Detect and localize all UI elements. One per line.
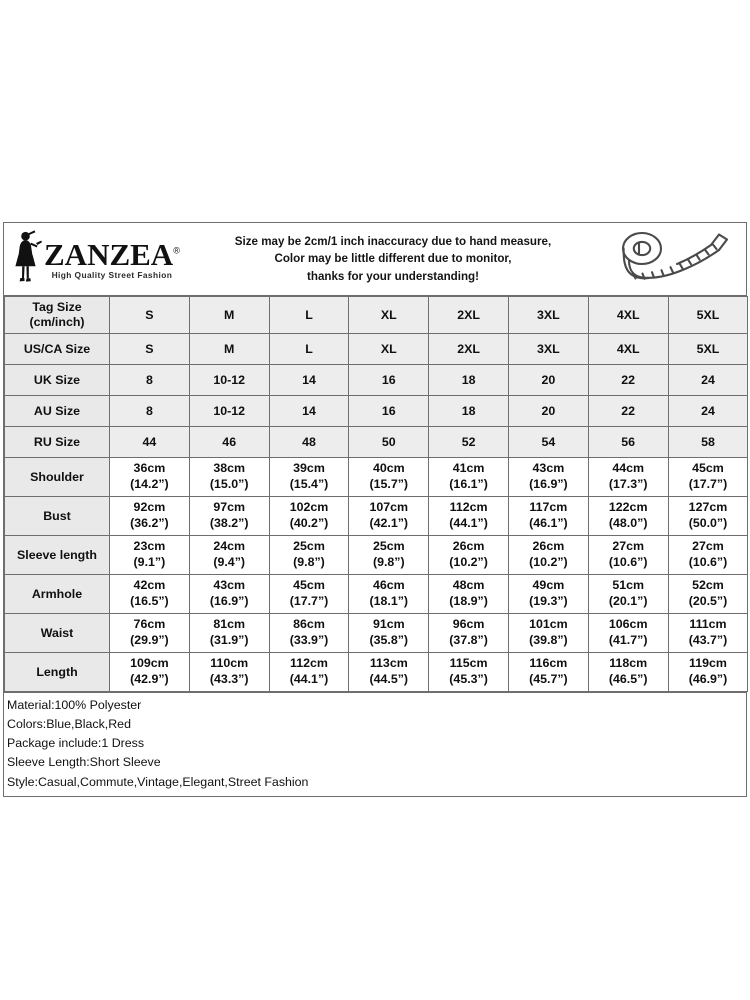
cell-sleeve-length-l xyxy=(269,536,349,575)
value-cm: 43cm xyxy=(213,578,246,593)
value-inch: (16.9”) xyxy=(529,477,568,491)
cell-tag-size-m: M xyxy=(189,297,269,334)
value-inch: (35.8”) xyxy=(369,633,409,647)
cell-uk-size-5xl: 24 xyxy=(668,365,748,396)
value-cm: 101cm xyxy=(529,617,568,632)
cell-sleeve-length-s xyxy=(110,536,190,575)
size-table xyxy=(4,296,748,692)
value-inch: (43.3”) xyxy=(209,672,249,686)
cell-length-s xyxy=(110,653,190,692)
cell-uk-size-2xl: 18 xyxy=(429,365,509,396)
cell-bust-l xyxy=(269,497,349,536)
row-label-length: Length xyxy=(5,653,110,692)
row-label-us-ca-size: US/CA Size xyxy=(5,334,110,365)
cell-waist-5xl xyxy=(668,614,748,653)
cell-tag-size-s: S xyxy=(110,297,190,334)
value-cm: 92cm xyxy=(133,500,166,515)
cell-au-size-s: 8 xyxy=(110,396,190,427)
cell-au-size-3xl: 20 xyxy=(508,396,588,427)
value-inch: (10.2”) xyxy=(449,555,488,569)
cell-us-ca-size-3xl: 3XL xyxy=(508,334,588,365)
cell-length-4xl xyxy=(588,653,668,692)
value-cm: 107cm xyxy=(369,500,409,515)
row-label-armhole: Armhole xyxy=(5,575,110,614)
cell-sleeve-length-3xl xyxy=(508,536,588,575)
cell-shoulder-3xl xyxy=(508,458,588,497)
cell-tag-size-2xl: 2XL xyxy=(429,297,509,334)
value-cm: 25cm xyxy=(293,539,325,554)
value-inch: (18.1”) xyxy=(369,594,409,608)
cell-uk-size-3xl: 20 xyxy=(508,365,588,396)
value-inch: (9.8”) xyxy=(372,555,405,569)
value-inch: (31.9”) xyxy=(209,633,249,647)
value-cm: 48cm xyxy=(452,578,485,593)
cell-us-ca-size-xl: XL xyxy=(349,334,429,365)
detail-sleeve-length: Sleeve Length:Short Sleeve xyxy=(7,755,161,770)
table-row-us-ca-size xyxy=(5,334,748,365)
value-cm: 44cm xyxy=(612,461,645,476)
value-inch: (17.7”) xyxy=(289,594,329,608)
registered-trademark-icon: ® xyxy=(173,245,180,256)
brand-logo xyxy=(4,230,190,289)
value-inch: (10.6”) xyxy=(688,555,728,569)
value-cm: 116cm xyxy=(529,656,568,671)
disclaimer-line-1: Size may be 2cm/1 inch inaccuracy due to hand measure, xyxy=(234,234,552,248)
cell-shoulder-m xyxy=(189,458,269,497)
value-inch: (10.6”) xyxy=(608,555,648,569)
value-cm: 27cm xyxy=(612,539,645,554)
value-inch: (15.0”) xyxy=(209,477,249,491)
value-inch: (46.9”) xyxy=(688,672,728,686)
cell-armhole-m xyxy=(189,575,269,614)
value-inch: (10.2”) xyxy=(529,555,568,569)
cell-us-ca-size-4xl: 4XL xyxy=(588,334,668,365)
cell-armhole-3xl xyxy=(508,575,588,614)
row-label-bust: Bust xyxy=(5,497,110,536)
value-inch: (15.4”) xyxy=(289,477,329,491)
value-cm: 110cm xyxy=(210,656,249,671)
cell-length-3xl xyxy=(508,653,588,692)
value-inch: (40.2”) xyxy=(289,516,329,530)
value-cm: 46cm xyxy=(372,578,405,593)
value-inch: (41.7”) xyxy=(608,633,648,647)
size-table-body xyxy=(5,297,748,692)
row-label-uk-size: UK Size xyxy=(5,365,110,396)
cell-length-l xyxy=(269,653,349,692)
cell-armhole-4xl xyxy=(588,575,668,614)
detail-colors: Colors:Blue,Black,Red xyxy=(7,717,131,732)
value-inch: (42.9”) xyxy=(130,672,169,686)
value-cm: 27cm xyxy=(692,539,724,554)
cell-bust-s xyxy=(110,497,190,536)
cell-shoulder-l xyxy=(269,458,349,497)
product-details xyxy=(4,692,746,796)
cell-shoulder-5xl xyxy=(668,458,748,497)
cell-length-m xyxy=(189,653,269,692)
value-cm: 76cm xyxy=(133,617,166,632)
cell-armhole-5xl xyxy=(668,575,748,614)
value-inch: (18.9”) xyxy=(449,594,488,608)
value-cm: 102cm xyxy=(289,500,329,515)
value-cm: 111cm xyxy=(689,617,727,632)
cell-us-ca-size-s: S xyxy=(110,334,190,365)
value-cm: 52cm xyxy=(692,578,724,593)
disclaimer-line-2: Color may be little different due to monitor, xyxy=(274,252,512,266)
cell-us-ca-size-m: M xyxy=(189,334,269,365)
value-cm: 97cm xyxy=(213,500,246,515)
cell-ru-size-2xl: 52 xyxy=(429,427,509,458)
measuring-tape-icon xyxy=(609,228,733,291)
value-inch: (9.8”) xyxy=(293,555,325,569)
value-inch: (48.0”) xyxy=(608,516,648,530)
value-inch: (36.2”) xyxy=(130,516,169,530)
cell-au-size-m: 10-12 xyxy=(189,396,269,427)
cell-ru-size-s: 44 xyxy=(110,427,190,458)
detail-style: Style:Casual,Commute,Vintage,Elegant,Street Fashion xyxy=(7,774,309,789)
value-cm: 24cm xyxy=(213,539,246,554)
value-cm: 49cm xyxy=(532,578,565,593)
cell-sleeve-length-2xl xyxy=(429,536,509,575)
cell-bust-5xl xyxy=(668,497,748,536)
row-label-sleeve-length: Sleeve length xyxy=(5,536,110,575)
cell-tag-size-xl: XL xyxy=(349,297,429,334)
cell-tag-size-4xl: 4XL xyxy=(588,297,668,334)
cell-armhole-s xyxy=(110,575,190,614)
value-inch: (46.1”) xyxy=(529,516,568,530)
cell-armhole-xl xyxy=(349,575,429,614)
value-cm: 109cm xyxy=(130,656,169,671)
value-cm: 26cm xyxy=(532,539,565,554)
value-inch: (42.1”) xyxy=(369,516,409,530)
cell-bust-m xyxy=(189,497,269,536)
table-row-waist xyxy=(5,614,748,653)
value-cm: 86cm xyxy=(293,617,325,632)
cell-bust-3xl xyxy=(508,497,588,536)
table-row-sleeve-length xyxy=(5,536,748,575)
value-inch: (20.1”) xyxy=(608,594,648,608)
value-cm: 43cm xyxy=(532,461,565,476)
cell-waist-l xyxy=(269,614,349,653)
cell-waist-3xl xyxy=(508,614,588,653)
cell-sleeve-length-5xl xyxy=(668,536,748,575)
brand-name xyxy=(44,236,180,272)
detail-package: Package include:1 Dress xyxy=(7,736,145,751)
value-cm: 45cm xyxy=(692,461,724,476)
cell-au-size-2xl: 18 xyxy=(429,396,509,427)
cell-uk-size-s: 8 xyxy=(110,365,190,396)
row-label-line-2: (cm/inch) xyxy=(29,315,85,329)
value-inch: (33.9”) xyxy=(289,633,329,647)
value-inch: (20.5”) xyxy=(688,594,728,608)
brand-name-text: ZANZEA xyxy=(44,236,174,272)
cell-us-ca-size-l: L xyxy=(269,334,349,365)
cell-shoulder-2xl xyxy=(429,458,509,497)
cell-waist-xl xyxy=(349,614,429,653)
cell-bust-4xl xyxy=(588,497,668,536)
cell-ru-size-l: 48 xyxy=(269,427,349,458)
value-inch: (9.4”) xyxy=(213,555,246,569)
value-inch: (16.1”) xyxy=(449,477,488,491)
value-cm: 38cm xyxy=(213,461,246,476)
row-label-shoulder: Shoulder xyxy=(5,458,110,497)
value-cm: 117cm xyxy=(529,500,568,515)
table-row-bust xyxy=(5,497,748,536)
cell-sleeve-length-m xyxy=(189,536,269,575)
value-inch: (43.7”) xyxy=(688,633,728,647)
cell-uk-size-xl: 16 xyxy=(349,365,429,396)
cell-waist-s xyxy=(110,614,190,653)
cell-shoulder-xl xyxy=(349,458,429,497)
cell-ru-size-3xl: 54 xyxy=(508,427,588,458)
value-inch: (44.1”) xyxy=(449,516,488,530)
disclaimer-text xyxy=(190,233,596,286)
row-label-waist: Waist xyxy=(5,614,110,653)
value-cm: 41cm xyxy=(452,461,485,476)
cell-length-xl xyxy=(349,653,429,692)
value-cm: 45cm xyxy=(293,578,325,593)
cell-shoulder-4xl xyxy=(588,458,668,497)
size-chart xyxy=(3,222,747,797)
table-row-shoulder xyxy=(5,458,748,497)
value-inch: (45.3”) xyxy=(449,672,488,686)
cell-us-ca-size-5xl: 5XL xyxy=(668,334,748,365)
cell-au-size-4xl: 22 xyxy=(588,396,668,427)
value-inch: (17.3”) xyxy=(608,477,648,491)
value-inch: (38.2”) xyxy=(209,516,249,530)
table-row-uk-size xyxy=(5,365,748,396)
value-cm: 51cm xyxy=(612,578,645,593)
value-cm: 122cm xyxy=(608,500,648,515)
value-cm: 42cm xyxy=(133,578,166,593)
value-cm: 39cm xyxy=(293,461,325,476)
value-cm: 25cm xyxy=(372,539,405,554)
value-inch: (16.9”) xyxy=(209,594,249,608)
table-row-au-size xyxy=(5,396,748,427)
cell-au-size-xl: 16 xyxy=(349,396,429,427)
value-cm: 91cm xyxy=(372,617,405,632)
cell-tag-size-3xl: 3XL xyxy=(508,297,588,334)
value-cm: 115cm xyxy=(449,656,488,671)
cell-armhole-2xl xyxy=(429,575,509,614)
value-inch: (50.0”) xyxy=(688,516,728,530)
cell-waist-4xl xyxy=(588,614,668,653)
cell-ru-size-m: 46 xyxy=(189,427,269,458)
cell-au-size-5xl: 24 xyxy=(668,396,748,427)
table-row-ru-size xyxy=(5,427,748,458)
detail-material: Material:100% Polyester xyxy=(7,698,142,712)
value-cm: 36cm xyxy=(133,461,166,476)
cell-sleeve-length-xl xyxy=(349,536,429,575)
cell-bust-xl xyxy=(349,497,429,536)
value-cm: 96cm xyxy=(452,617,485,632)
value-cm: 127cm xyxy=(688,500,728,515)
cell-uk-size-l: 14 xyxy=(269,365,349,396)
value-cm: 112cm xyxy=(449,500,488,515)
value-inch: (15.7”) xyxy=(369,477,409,491)
row-label-au-size: AU Size xyxy=(5,396,110,427)
value-inch: (9.1”) xyxy=(133,555,166,569)
value-inch: (44.5”) xyxy=(369,672,409,686)
value-inch: (46.5”) xyxy=(608,672,648,686)
cell-ru-size-4xl: 56 xyxy=(588,427,668,458)
row-label-line-1: Tag Size xyxy=(32,299,82,314)
value-inch: (45.7”) xyxy=(529,672,568,686)
cell-length-2xl xyxy=(429,653,509,692)
cell-au-size-l: 14 xyxy=(269,396,349,427)
cell-bust-2xl xyxy=(429,497,509,536)
cell-uk-size-4xl: 22 xyxy=(588,365,668,396)
value-cm: 106cm xyxy=(608,617,648,632)
table-row-length xyxy=(5,653,748,692)
cell-shoulder-s xyxy=(110,458,190,497)
value-inch: (29.9”) xyxy=(130,633,169,647)
value-inch: (14.2”) xyxy=(130,477,169,491)
row-label-tag-size xyxy=(5,297,110,334)
value-cm: 113cm xyxy=(369,656,408,671)
value-cm: 112cm xyxy=(290,656,328,671)
cell-armhole-l xyxy=(269,575,349,614)
disclaimer-line-3: thanks for your understanding! xyxy=(307,269,479,283)
value-cm: 118cm xyxy=(609,656,648,671)
woman-silhouette-icon xyxy=(12,230,42,289)
value-inch: (17.7”) xyxy=(688,477,728,491)
cell-sleeve-length-4xl xyxy=(588,536,668,575)
cell-uk-size-m: 10-12 xyxy=(189,365,269,396)
chart-banner xyxy=(4,223,746,296)
measuring-tape-illustration xyxy=(596,228,746,291)
cell-tag-size-5xl: 5XL xyxy=(668,297,748,334)
value-cm: 119cm xyxy=(689,656,727,671)
value-cm: 81cm xyxy=(213,617,246,632)
cell-ru-size-xl: 50 xyxy=(349,427,429,458)
value-cm: 23cm xyxy=(133,539,166,554)
table-row-tag-size xyxy=(5,297,748,334)
table-row-armhole xyxy=(5,575,748,614)
value-inch: (39.8”) xyxy=(529,633,568,647)
cell-length-5xl xyxy=(668,653,748,692)
value-cm: 26cm xyxy=(452,539,485,554)
cell-us-ca-size-2xl: 2XL xyxy=(429,334,509,365)
brand-tagline: High Quality Street Fashion xyxy=(51,269,173,280)
value-inch: (16.5”) xyxy=(130,594,169,608)
cell-tag-size-l: L xyxy=(269,297,349,334)
value-inch: (44.1”) xyxy=(289,672,329,686)
value-inch: (37.8”) xyxy=(449,633,488,647)
cell-waist-2xl xyxy=(429,614,509,653)
value-inch: (19.3”) xyxy=(529,594,568,608)
cell-ru-size-5xl: 58 xyxy=(668,427,748,458)
row-label-ru-size: RU Size xyxy=(5,427,110,458)
value-cm: 40cm xyxy=(372,461,405,476)
cell-waist-m xyxy=(189,614,269,653)
